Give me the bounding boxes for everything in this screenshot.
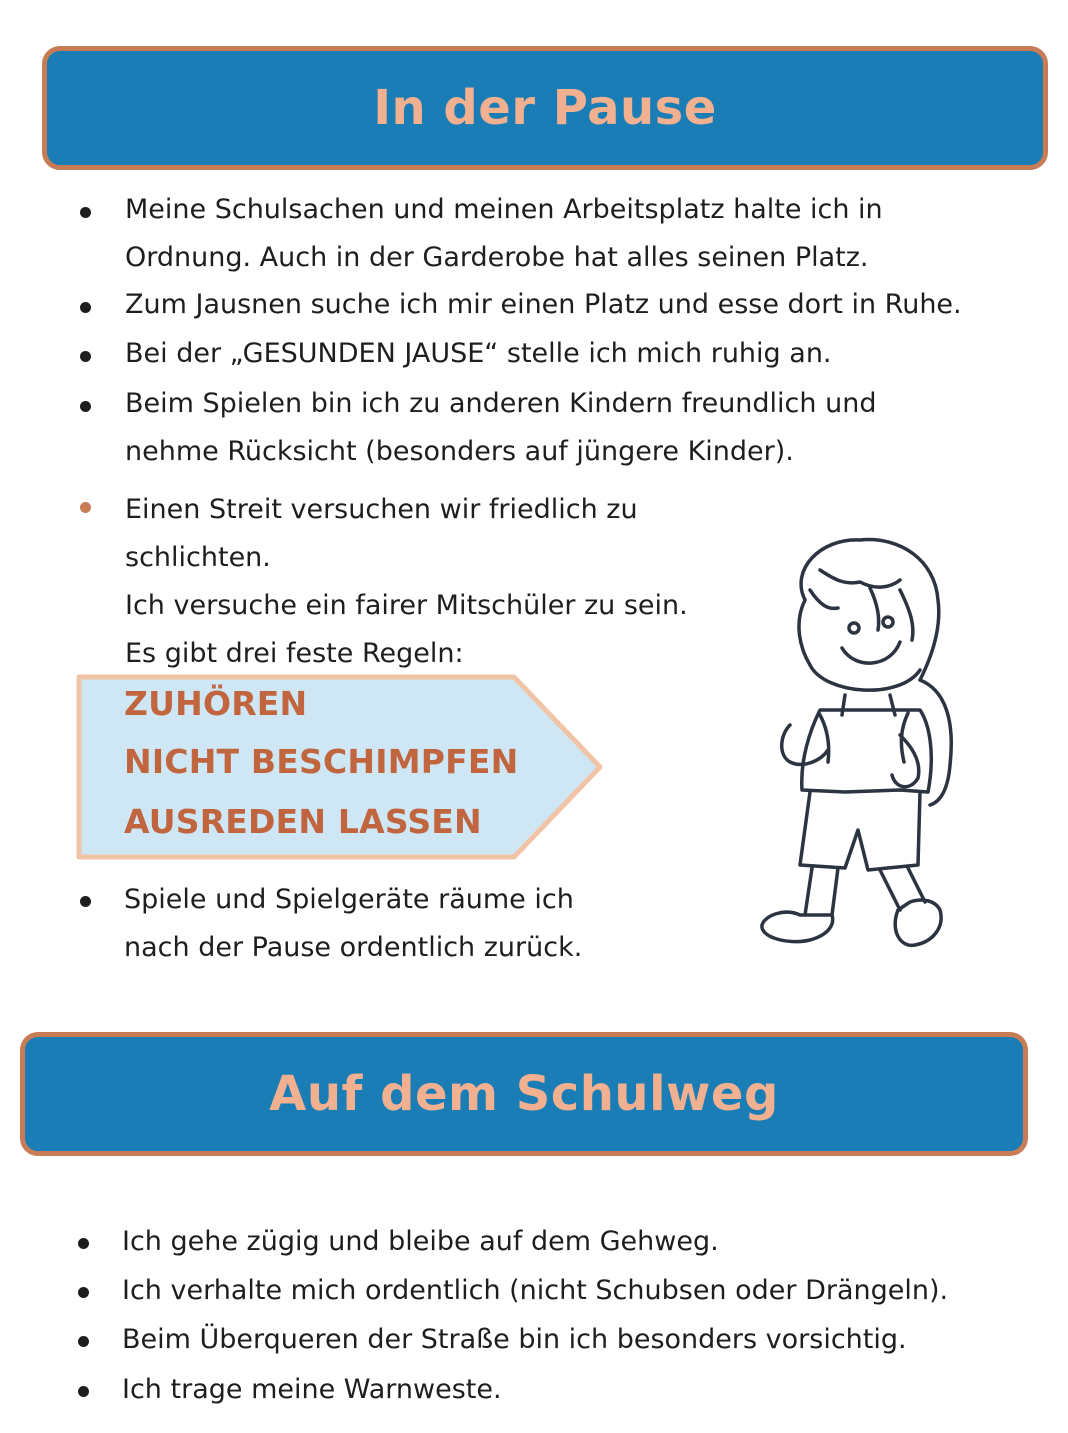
- list-item-text: Bei der „GESUNDEN JAUSE“ stelle ich mich ruhig an.: [125, 338, 832, 369]
- list-item: [125, 330, 832, 378]
- list-item: [124, 876, 582, 972]
- bullet-icon: [80, 351, 91, 362]
- list-item-text: Zum Jausnen suche ich mir einen Platz und esse dort in Ruhe.: [125, 289, 962, 320]
- bullet-icon: [80, 502, 91, 513]
- bullet-icon: [80, 896, 91, 907]
- list-item: [125, 380, 876, 476]
- bullet-icon: [78, 1386, 89, 1397]
- list-item: [122, 1316, 907, 1364]
- section-banner-schulweg: [20, 1032, 1028, 1156]
- rule-no-insults: NICHT BESCHIMPFEN: [124, 742, 519, 781]
- list-item: [122, 1366, 502, 1414]
- bullet-icon: [78, 1287, 89, 1298]
- bullet-icon: [80, 401, 91, 412]
- list-item-text: Ich trage meine Warnweste.: [122, 1374, 502, 1405]
- list-item-text: Beim Spielen bin ich zu anderen Kindern freundlich und nehme Rücksicht (besonders auf jüngere Kinder).: [125, 388, 877, 467]
- list-item: [122, 1218, 719, 1266]
- list-item-text: Ich gehe zügig und bleibe auf dem Gehweg.: [122, 1226, 719, 1257]
- list-item: [122, 1267, 948, 1315]
- bullet-icon: [78, 1336, 89, 1347]
- list-item-text: Spiele und Spielgeräte räume ich nach der Pause ordentlich zurück.: [124, 884, 583, 963]
- bullet-icon: [80, 207, 91, 218]
- list-item: [125, 486, 688, 678]
- list-item: [125, 186, 883, 282]
- list-item-text: Ich verhalte mich ordentlich (nicht Schubsen oder Drängeln).: [122, 1275, 949, 1306]
- list-item-text: Einen Streit versuchen wir friedlich zu schlichten. Ich versuche ein fairer Mitschüler zu sein. Es gibt drei feste Regeln:: [125, 494, 688, 669]
- rule-listen: ZUHÖREN: [124, 684, 308, 723]
- section-banner-pause: [42, 46, 1048, 170]
- section-title-schulweg: Auf dem Schulweg: [269, 1066, 779, 1122]
- bullet-icon: [80, 302, 91, 313]
- rule-let-finish: AUSREDEN LASSEN: [124, 802, 482, 841]
- walking-boy-illustration: [750, 530, 970, 960]
- section-title-pause: In der Pause: [373, 80, 717, 136]
- list-item: [125, 281, 962, 329]
- list-item-text: Meine Schulsachen und meinen Arbeitsplatz halte ich in Ordnung. Auch in der Garderobe hat alles seinen Platz.: [125, 194, 883, 273]
- list-item-text: Beim Überqueren der Straße bin ich besonders vorsichtig.: [122, 1324, 907, 1355]
- bullet-icon: [78, 1238, 89, 1249]
